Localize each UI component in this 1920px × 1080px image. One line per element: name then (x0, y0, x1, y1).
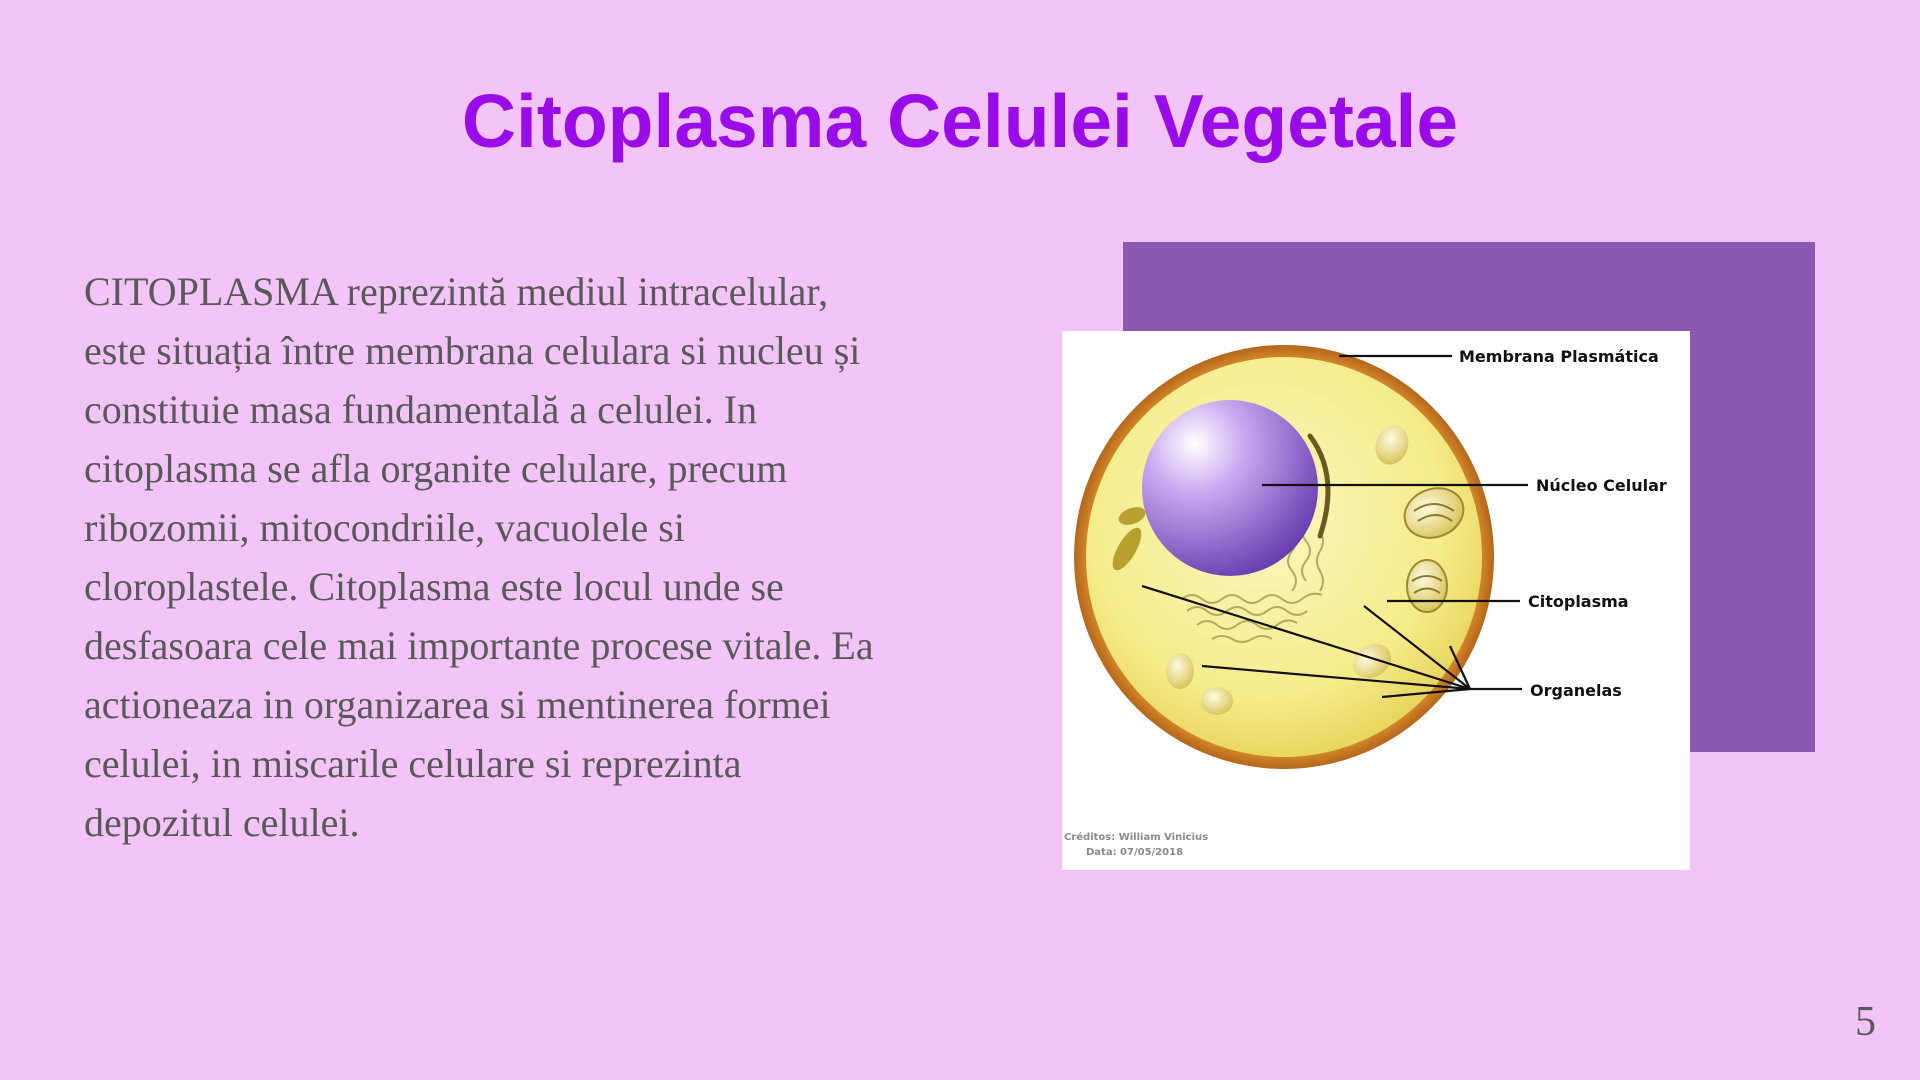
label-organelles: Organelas (1530, 681, 1622, 700)
page-number: 5 (1855, 999, 1876, 1045)
label-membrane: Membrana Plasmática (1459, 347, 1659, 366)
cell-diagram-image (1062, 331, 1690, 870)
credits-author: Créditos: William Vinicius (1064, 832, 1209, 843)
label-cytoplasm: Citoplasma (1528, 592, 1629, 611)
label-nucleus: Núcleo Celular (1536, 476, 1667, 495)
slide-title: Citoplasma Celulei Vegetale (461, 79, 1459, 163)
credits-date: Data: 07/05/2018 (1086, 847, 1184, 858)
body-paragraph: CITOPLASMA reprezintă mediul intracelular, este situația între membrana celulara si nucleu și constituie masa fundamentală a celulei. In citoplasma se afla organite celulare, precum ribozomii, mitocondriile, vacuolele si cloroplastele. Citoplasma este locul unde se desfasoara cele mai importante procese vitale. Ea actioneaza in organizarea si mentinerea formei celulei, in miscarile celulare si reprezinta depozitul celulei. (84, 269, 874, 845)
